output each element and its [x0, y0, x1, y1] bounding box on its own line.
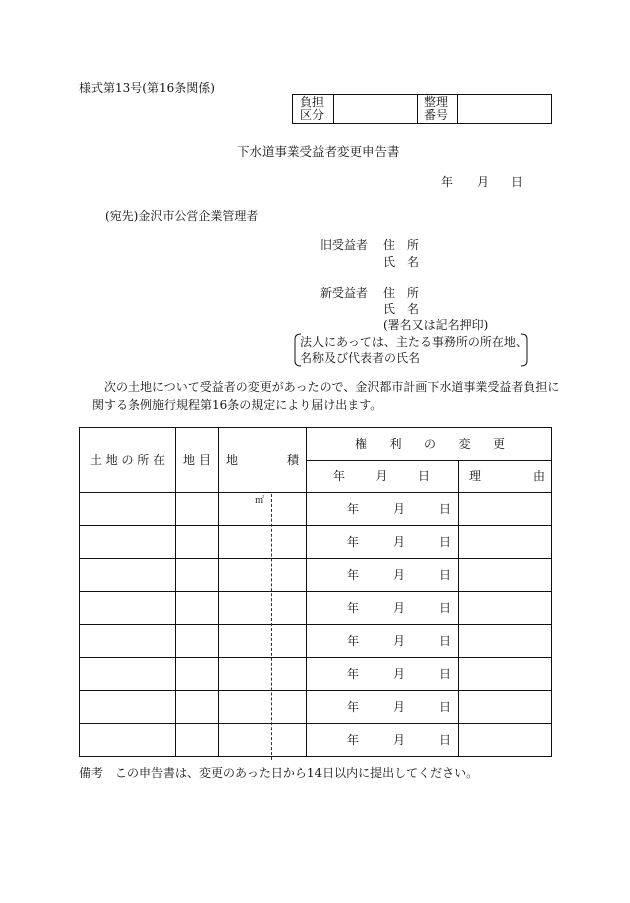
land-category-cell[interactable] — [176, 493, 219, 526]
change-date-cell[interactable]: 年 月 日 — [307, 592, 459, 625]
land-area-cell[interactable] — [219, 559, 307, 592]
header-reason: 理 由 — [459, 461, 552, 493]
change-date-cell[interactable]: 年 月 日 — [307, 724, 459, 757]
land-table — [79, 427, 552, 757]
corporation-note-line-2: 名称及び代表者の氏名 — [300, 351, 421, 365]
table-row — [80, 526, 552, 559]
area-unit: ㎡ — [255, 496, 265, 506]
change-reason-cell[interactable] — [459, 526, 552, 559]
old-beneficiary-address-label: 住 所 — [383, 238, 420, 252]
change-date-cell[interactable]: 年 月 日 — [307, 559, 459, 592]
reference-number-field[interactable] — [458, 95, 552, 124]
change-reason-cell[interactable] — [459, 493, 552, 526]
remarks: 備考 この申告書は、変更のあった日から14日以内に提出してください。 — [79, 766, 479, 780]
area-decimal-divider — [271, 494, 272, 760]
body-text-line-1: 次の土地について受益者の変更があったので、金沢都市計画下水道事業受益者負担に — [104, 380, 560, 394]
table-row — [80, 592, 552, 625]
table-row — [80, 493, 552, 526]
land-location-cell[interactable] — [80, 526, 176, 559]
new-beneficiary-name-label: 氏 名 — [383, 302, 420, 316]
land-area-cell[interactable] — [219, 724, 307, 757]
burden-category-field[interactable] — [334, 95, 418, 124]
burden-category-label: 負担 区分 — [293, 95, 334, 124]
change-date-cell[interactable]: 年 月 日 — [307, 526, 459, 559]
change-date-cell[interactable]: 年 月 日 — [307, 691, 459, 724]
change-date-cell[interactable]: 年 月 日 — [307, 658, 459, 691]
header-category: 地 目 — [176, 428, 219, 493]
land-location-cell[interactable] — [80, 691, 176, 724]
corporation-note-line-1: 法人にあっては、主たる事務所の所在地、 — [300, 335, 528, 349]
change-date-cell[interactable]: 年 月 日 — [307, 493, 459, 526]
new-beneficiary-address-label: 住 所 — [383, 286, 420, 300]
land-location-cell[interactable] — [80, 625, 176, 658]
change-reason-cell[interactable] — [459, 691, 552, 724]
filing-date-year: 年 — [441, 175, 454, 189]
land-category-cell[interactable] — [176, 625, 219, 658]
land-location-cell[interactable] — [80, 592, 176, 625]
filing-date-day: 日 — [511, 175, 524, 189]
table-row — [80, 658, 552, 691]
office-use-box — [292, 94, 552, 124]
land-area-cell[interactable] — [219, 658, 307, 691]
body-text-line-2: 関する条例施行規程第16条の規定により届け出ます。 — [92, 398, 383, 412]
old-beneficiary-label: 旧受益者 — [320, 238, 369, 252]
new-beneficiary-label: 新受益者 — [320, 286, 369, 300]
land-category-cell[interactable] — [176, 724, 219, 757]
land-location-cell[interactable] — [80, 658, 176, 691]
table-row — [80, 724, 552, 757]
land-area-cell[interactable] — [219, 691, 307, 724]
land-category-cell[interactable] — [176, 691, 219, 724]
change-reason-cell[interactable] — [459, 559, 552, 592]
land-location-cell[interactable] — [80, 724, 176, 757]
land-location-cell[interactable] — [80, 493, 176, 526]
change-reason-cell[interactable] — [459, 658, 552, 691]
change-reason-cell[interactable] — [459, 724, 552, 757]
header-rights-change: 権 利 の 変 更 — [307, 428, 552, 461]
header-date: 年 月 日 — [307, 461, 459, 493]
land-location-cell[interactable] — [80, 559, 176, 592]
land-area-cell[interactable] — [219, 493, 307, 526]
header-location: 土 地 の 所 在 — [80, 428, 176, 493]
land-category-cell[interactable] — [176, 658, 219, 691]
change-reason-cell[interactable] — [459, 592, 552, 625]
land-area-cell[interactable] — [219, 625, 307, 658]
form-number: 様式第13号(第16条関係) — [79, 81, 215, 95]
change-reason-cell[interactable] — [459, 625, 552, 658]
land-area-cell[interactable] — [219, 592, 307, 625]
land-area-cell[interactable] — [219, 526, 307, 559]
land-category-cell[interactable] — [176, 592, 219, 625]
signature-note: (署名又は記名押印) — [383, 318, 489, 332]
table-row — [80, 691, 552, 724]
land-category-cell[interactable] — [176, 526, 219, 559]
land-category-cell[interactable] — [176, 559, 219, 592]
right-bracket — [520, 333, 530, 367]
document-title: 下水道事業受益者変更申告書 — [237, 144, 400, 159]
change-date-cell[interactable]: 年 月 日 — [307, 625, 459, 658]
old-beneficiary-name-label: 氏 名 — [383, 255, 420, 269]
table-row — [80, 625, 552, 658]
header-area: 地 積 — [219, 428, 307, 493]
reference-number-label: 整理 番号 — [418, 95, 458, 124]
table-row — [80, 559, 552, 592]
addressee: (宛先)金沢市公営企業管理者 — [105, 209, 259, 223]
filing-date-month: 月 — [477, 175, 490, 189]
